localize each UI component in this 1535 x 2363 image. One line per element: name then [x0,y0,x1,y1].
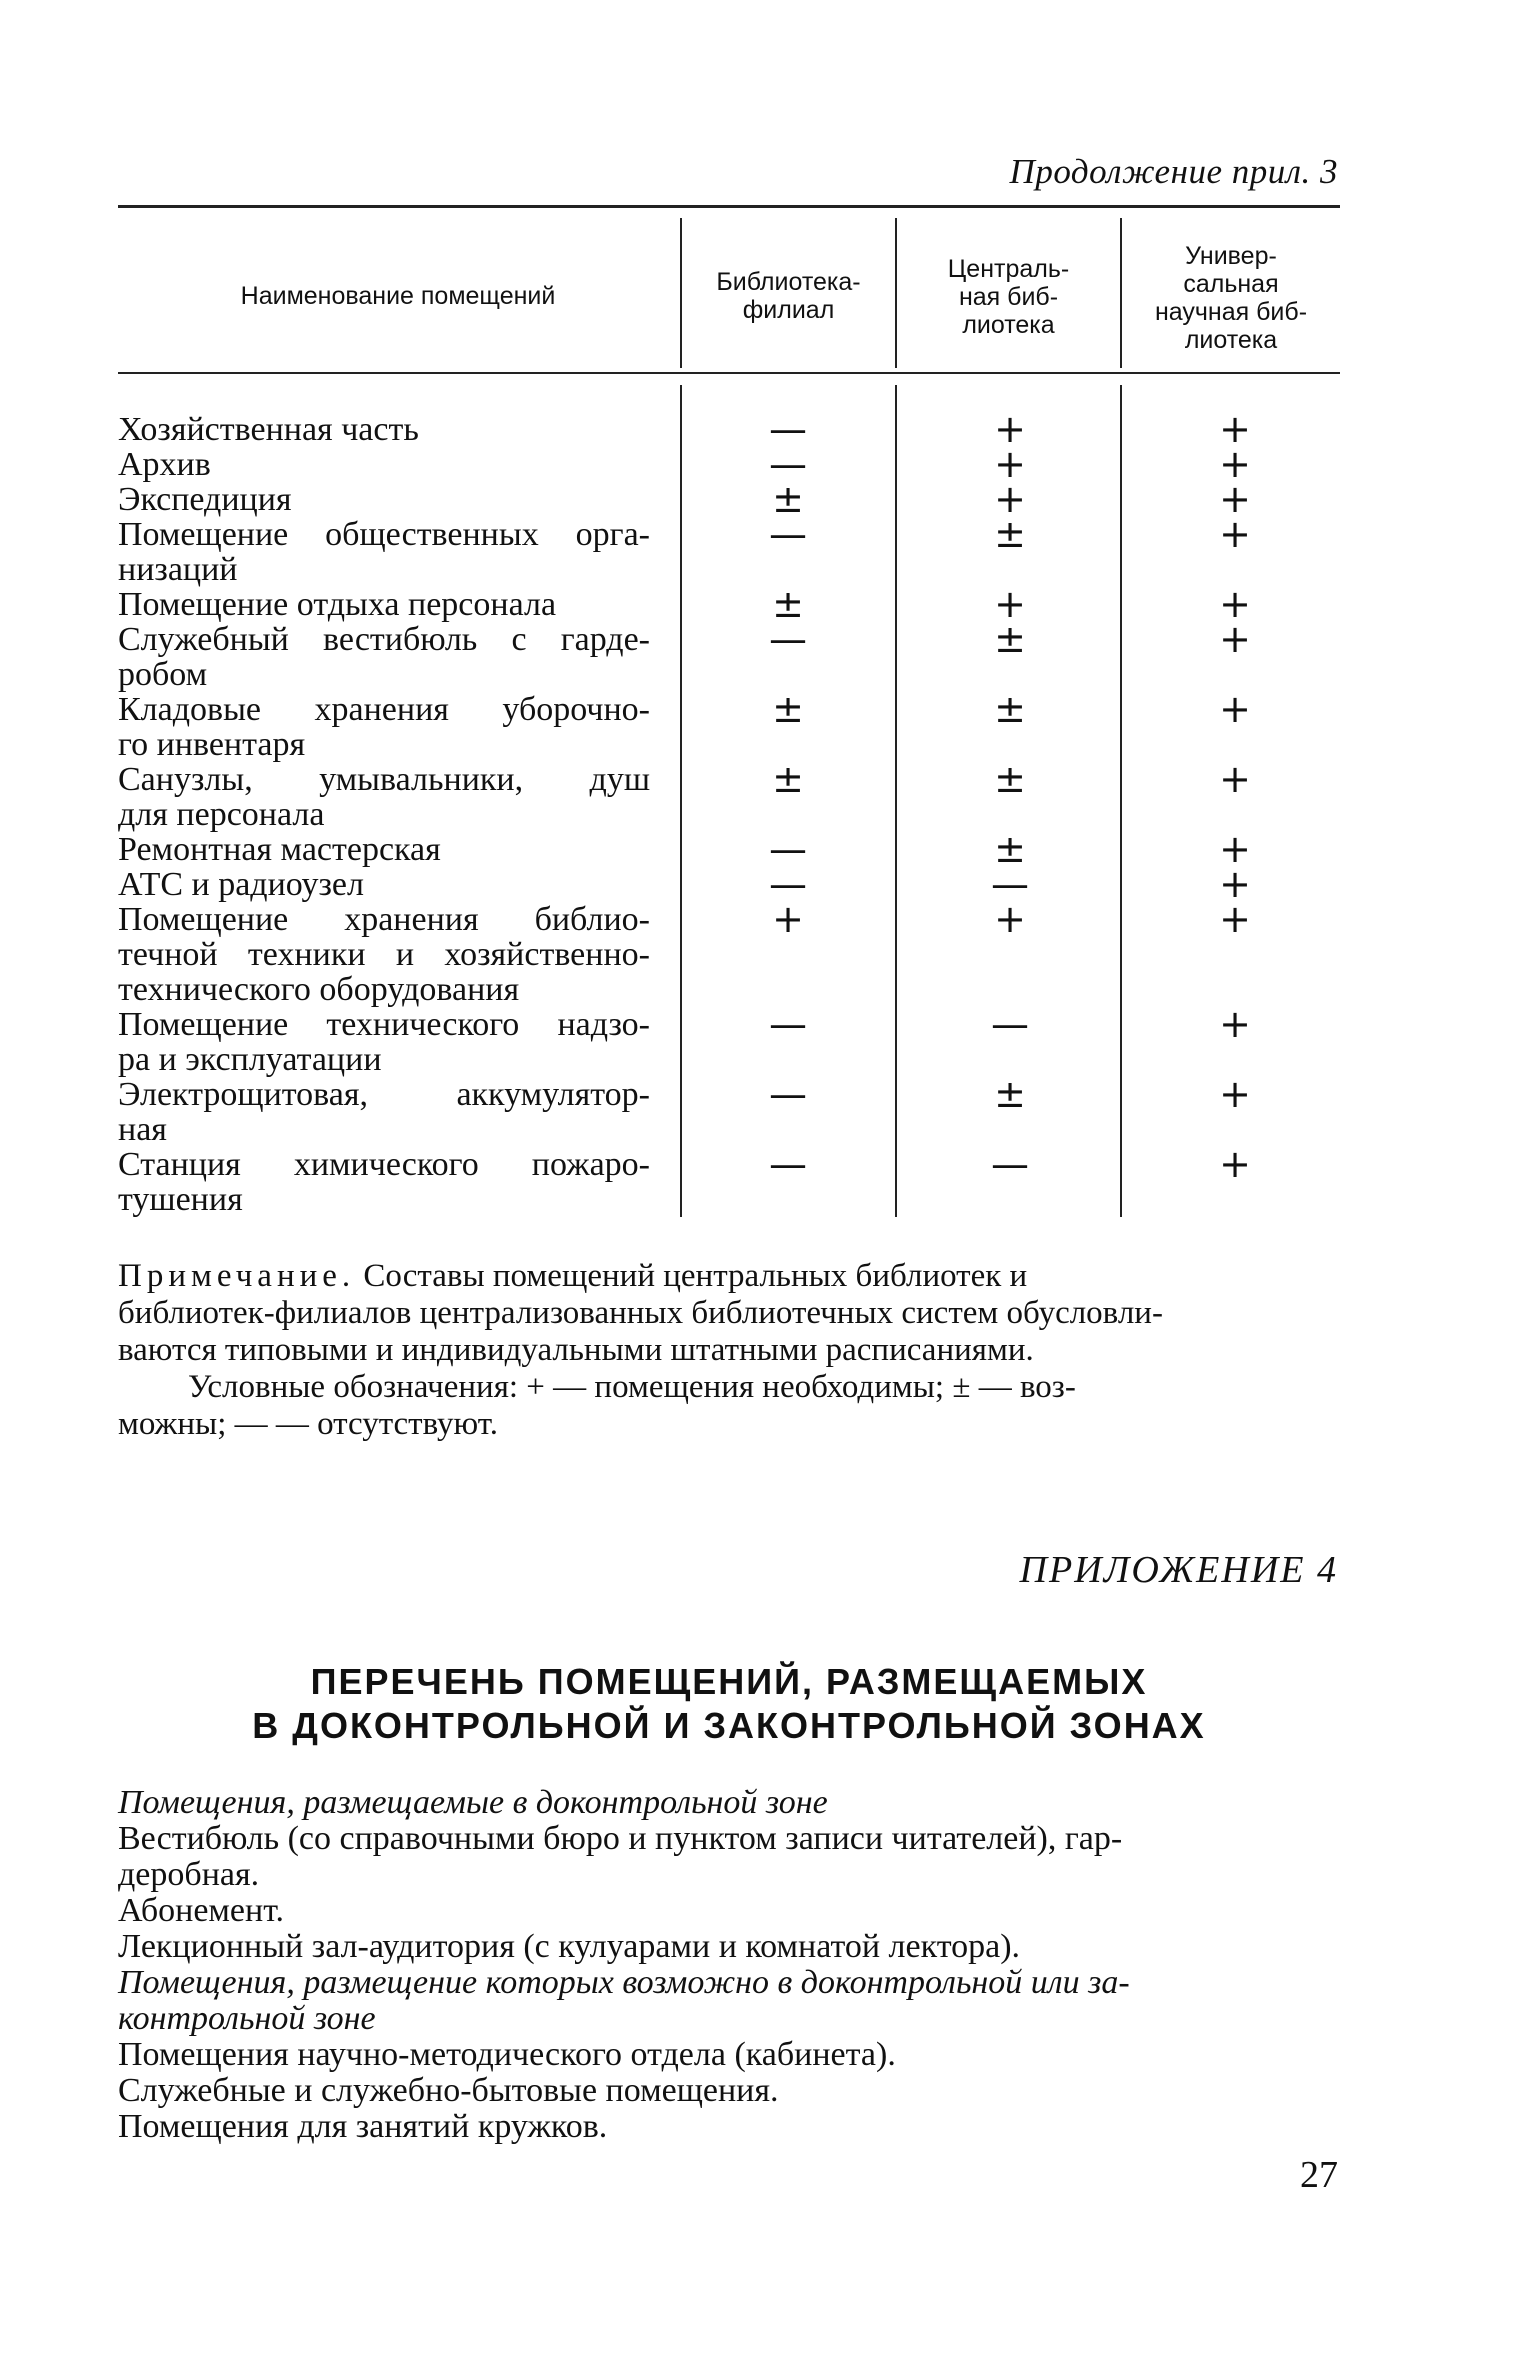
note-label: Примечание. [118,1258,356,1294]
row-name-line: Помещение отдыха персонала [118,586,557,623]
note-text: Составы помещений центральных библиотек и [355,1258,1028,1294]
table-cell-symbol: ± [772,687,804,731]
table-cell-symbol: — [769,1072,807,1116]
header-line: Централь- [947,255,1070,283]
table-row-name [118,517,650,587]
table-cell-symbol: — [991,862,1029,906]
table-row-name [118,762,650,832]
table-cell-symbol: ± [994,617,1026,661]
table-row-name [118,902,650,1007]
row-name-line: Станция химического пожаро- [118,1146,650,1183]
table-cell-symbol: ± [994,512,1026,556]
table-row-name [118,587,650,622]
header-line: филиал [742,296,835,324]
header-branch-library [682,268,895,324]
table-cell-symbol: ± [772,757,804,801]
row-name-line: Помещение технического надзо- [118,1006,650,1043]
table-column-divider [680,385,682,1217]
table-cell-symbol: — [769,1002,807,1046]
header-line: ная биб- [958,283,1059,311]
row-name-line: для персонала [118,796,325,833]
table-header-rule [118,372,1340,374]
table-cell-symbol: + [1219,617,1251,661]
continuation-label: Продолжение прил. 3 [1009,152,1338,191]
header-universal-library [1122,242,1340,354]
note-line: ваются типовыми и индивидуальными штатными расписаниями. [118,1332,1034,1368]
table-column-divider [1120,385,1122,1217]
table-cell-symbol: — [769,407,807,451]
row-name-line: Кладовые хранения уборочно- [118,691,650,728]
zone-item: Лекционный зал-аудитория (с кулуарами и комнатой лектора). [118,1928,1021,1965]
table-note [118,1258,1340,1443]
zone-item: деробная. [118,1856,260,1893]
row-name-line: Помещение общественных орга- [118,516,650,553]
row-name-line: робом [118,656,208,693]
header-central-library [897,255,1120,339]
header-line: научная биб- [1154,298,1308,326]
table-row-name [118,1077,650,1147]
table-cell-symbol: + [1219,512,1251,556]
row-name-line: ра и эксплуатации [118,1041,382,1078]
table-row-name [118,832,650,867]
row-name-line: Ремонтная мастерская [118,831,441,868]
row-name-line: низаций [118,551,238,588]
table-cell-symbol: ± [772,582,804,626]
zone-item: Абонемент. [118,1892,285,1929]
legend-line: можны; — — отсутствуют. [118,1406,498,1442]
table-cell-symbol: + [1219,1142,1251,1186]
table-cell-symbol: — [991,1002,1029,1046]
table-cell-symbol: + [994,897,1026,941]
row-name-line: Экспедиция [118,481,292,518]
section-title [118,1660,1340,1748]
header-line: лиотека [962,311,1055,339]
title-line: В ДОКОНТРОЛЬНОЙ И ЗАКОНТРОЛЬНОЙ ЗОНАХ [252,1705,1206,1746]
table-cell-symbol: — [991,1142,1029,1186]
table-cell-symbol: + [1219,862,1251,906]
table-cell-symbol: + [1219,1072,1251,1116]
appendix-label: ПРИЛОЖЕНИЕ 4 [1019,1549,1338,1591]
page-number: 27 [1300,2154,1338,2196]
legend-line: Условные обозначения: + — помещения необходимы; ± — воз- [188,1369,1076,1405]
table-cell-symbol: ± [994,757,1026,801]
zone-item: Помещения научно-методического отдела (кабинета). [118,2036,896,2073]
row-name-line: Архив [118,446,211,483]
table-column-divider [895,385,897,1217]
table-cell-symbol: — [769,617,807,661]
zone-item: Вестибюль (со справочными бюро и пунктом записи читателей), гар- [118,1820,1123,1857]
table-cell-symbol: + [994,477,1026,521]
zone-heading: Помещения, размещаемые в доконтрольной зоне [118,1784,828,1821]
note-line: библиотек-филиалов централизованных библиотечных систем обусловли- [118,1295,1163,1331]
table-cell-symbol: + [994,582,1026,626]
zone-item: Помещения для занятий кружков. [118,2108,608,2145]
header-line: Библиотека- [716,268,861,296]
table-row-name [118,867,650,902]
table-row-name [118,692,650,762]
table-top-rule [118,205,1340,208]
title-line: ПЕРЕЧЕНЬ ПОМЕЩЕНИЙ, РАЗМЕЩАЕМЫХ [310,1661,1148,1702]
table-cell-symbol: + [1219,582,1251,626]
row-name-line: Электрощитовая, аккумулятор- [118,1076,650,1113]
table-cell-symbol: + [1219,407,1251,451]
table-cell-symbol: + [1219,442,1251,486]
table-cell-symbol: — [769,862,807,906]
header-room-name: Наименование помещений [240,282,556,310]
row-name-line: го инвентаря [118,726,306,763]
header-line: Универ- [1185,242,1277,270]
table-cell-symbol: + [1219,897,1251,941]
header-line: сальная [1183,270,1279,298]
table-row-name [118,412,650,447]
table-cell-symbol: — [769,1142,807,1186]
row-name-line: Служебный вестибюль с гарде- [118,621,650,658]
table-cell-symbol: + [1219,1002,1251,1046]
row-name-line: АТС и радиоузел [118,866,364,903]
table-cell-symbol: ± [994,827,1026,871]
table-cell-symbol: + [1219,687,1251,731]
row-name-line: течной техники и хозяйственно- [118,936,650,973]
zone-heading: контрольной зоне [118,2000,376,2037]
table-cell-symbol: + [1219,827,1251,871]
table-cell-symbol: ± [994,687,1026,731]
table-cell-symbol: ± [994,1072,1026,1116]
note-line [118,1258,1340,1295]
row-name-line: Санузлы, умывальники, душ [118,761,650,798]
row-name-line: ная [118,1111,167,1148]
table-cell-symbol: — [769,827,807,871]
header-line: лиотека [1184,326,1278,354]
row-name-line: тушения [118,1181,243,1218]
table-row-name [118,447,650,482]
table-cell-symbol: + [772,897,804,941]
table-cell-symbol: ± [772,477,804,521]
table-cell-symbol: + [1219,757,1251,801]
table-cell-symbol: + [1219,477,1251,521]
row-name-line: Хозяйственная часть [118,411,419,448]
row-name-line: технического оборудования [118,971,520,1008]
table-row-name [118,482,650,517]
zone-list [118,1785,1340,2145]
table-row-name [118,622,650,692]
zone-heading: Помещения, размещение которых возможно в доконтрольной или за- [118,1964,1130,2001]
table-cell-symbol: — [769,512,807,556]
table-row-name [118,1007,650,1077]
table-cell-symbol: + [994,442,1026,486]
table-cell-symbol: + [994,407,1026,451]
row-name-line: Помещение хранения библио- [118,901,650,938]
table-cell-symbol: — [769,442,807,486]
zone-item: Служебные и служебно-бытовые помещения. [118,2072,779,2109]
table-row-name [118,1147,650,1217]
